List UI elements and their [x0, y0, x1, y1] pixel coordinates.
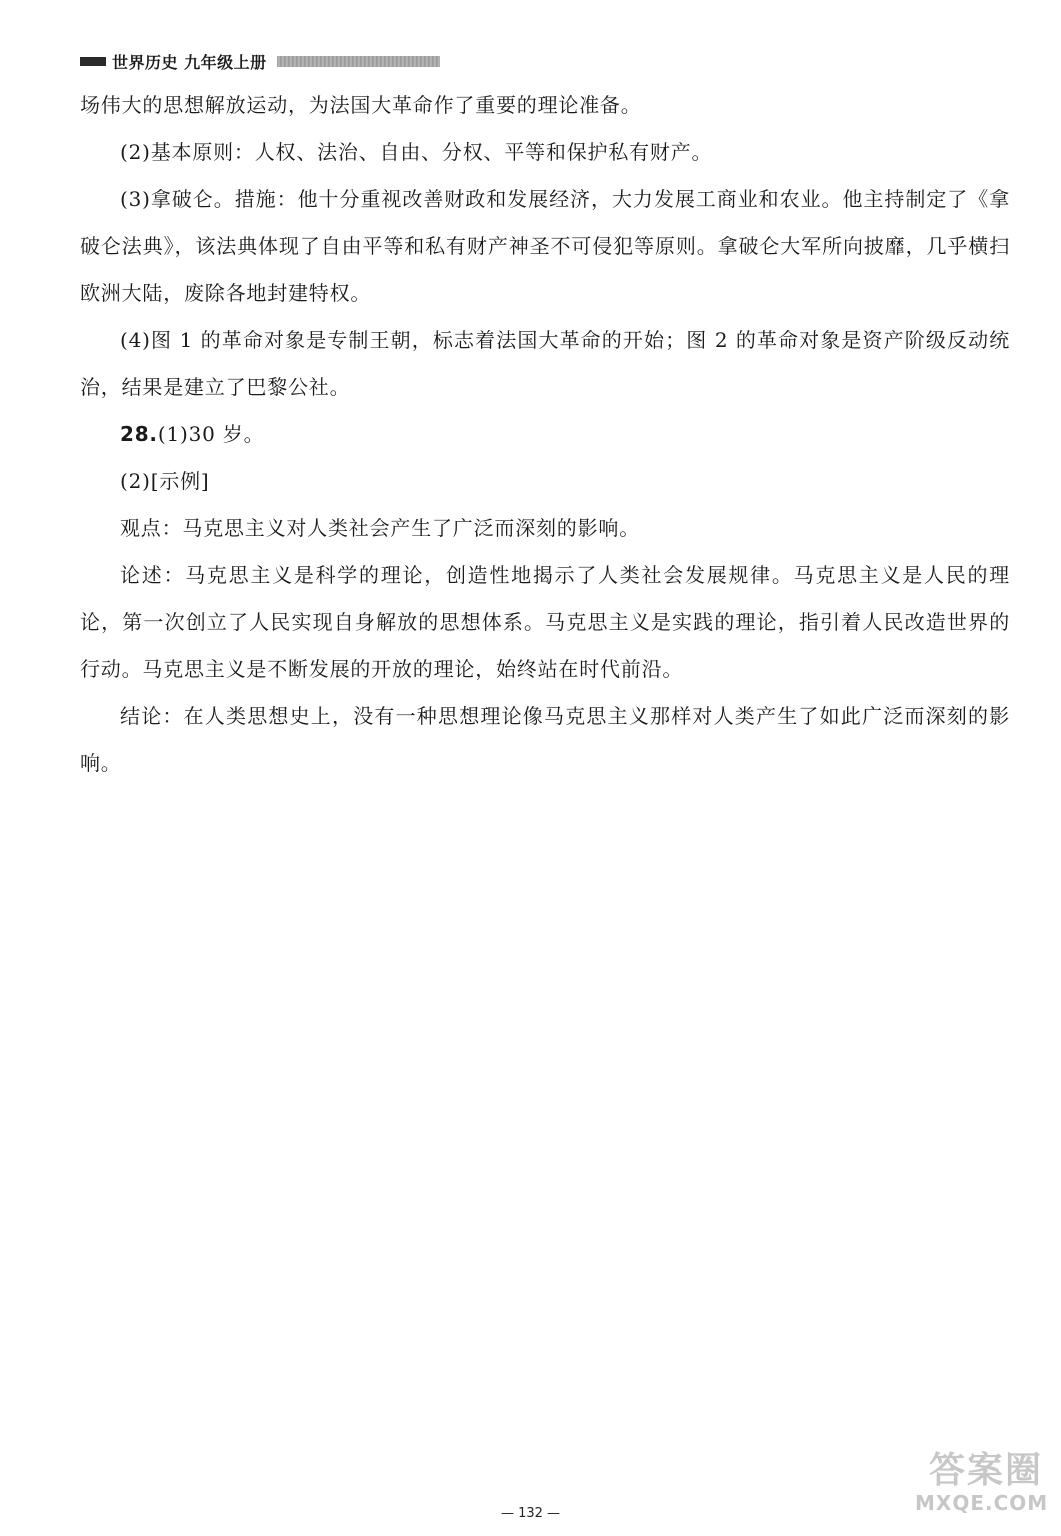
paragraph-example-label: (2)[示例]	[120, 469, 210, 493]
watermark-logo	[915, 1450, 1049, 1520]
question-number: 28.	[120, 422, 158, 446]
page-number: — 132 —	[500, 1506, 561, 1521]
header-title: 世界历史 九年级上册	[112, 52, 267, 72]
watermark-top: 答案圈	[928, 1450, 1043, 1491]
running-header	[80, 50, 440, 72]
question-28	[80, 411, 1010, 458]
header-bar-left	[80, 57, 106, 66]
paragraph-continuation: 场伟大的思想解放运动，为法国大革命作了重要的理论准备。	[80, 93, 642, 117]
paragraph-revolution-targets: (4)图 1 的革命对象是专制王朝，标志着法国大革命的开始；图 2 的革命对象是资产阶级反动统治，结果是建立了巴黎公社。	[80, 328, 1010, 399]
question-28-answer: (1)30 岁。	[157, 422, 265, 446]
paragraph-argument: 论述：马克思主义是科学的理论，创造性地揭示了人类社会发展规律。马克思主义是人民的理论，第一次创立了人民实现自身解放的思想体系。马克思主义是实践的理论，指引着人民改造世界的行动。马克思主义是不断发展的开放的理论，始终站在时代前沿。	[80, 563, 1010, 681]
header-bar-right	[277, 56, 440, 67]
paragraph-basic-principles: (2)基本原则：人权、法治、自由、分权、平等和保护私有财产。	[120, 140, 713, 164]
paragraph-napoleon: (3)拿破仑。措施：他十分重视改善财政和发展经济，大力发展工商业和农业。他主持制定了《拿破仑法典》，该法典体现了自由平等和私有财产神圣不可侵犯等原则。拿破仑大军所向披靡，几乎横扫欧洲大陆，废除各地封建特权。	[80, 187, 1010, 305]
paragraph-viewpoint: 观点：马克思主义对人类社会产生了广泛而深刻的影响。	[120, 516, 640, 540]
answer-content	[80, 82, 1010, 787]
watermark-bottom: MXQE.COM	[915, 1491, 1049, 1515]
paragraph-conclusion: 结论：在人类思想史上，没有一种思想理论像马克思主义那样对人类产生了如此广泛而深刻的影响。	[80, 704, 1010, 775]
